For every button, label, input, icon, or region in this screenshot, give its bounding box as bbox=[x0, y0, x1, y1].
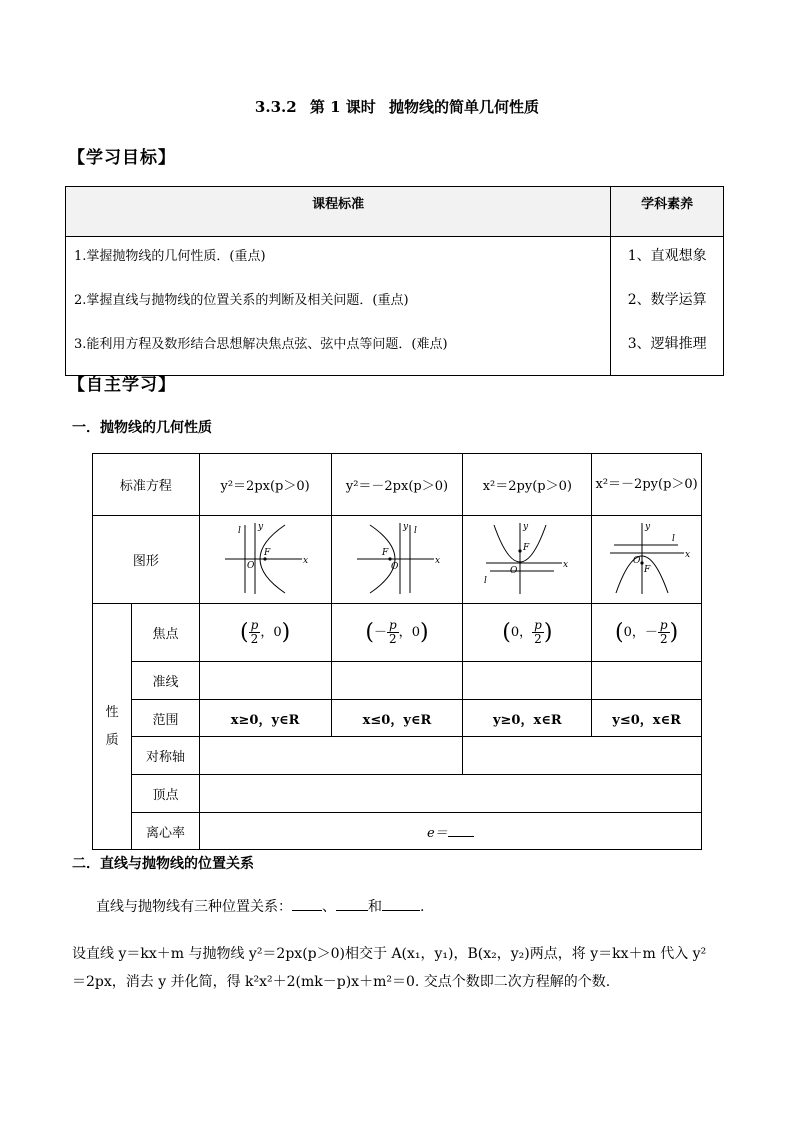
parabola-left-graph bbox=[352, 519, 442, 597]
svg-text:F: F bbox=[381, 547, 389, 558]
focus-cell: (－ $\frac{p}{2}$ ，0) bbox=[331, 604, 463, 662]
range-cell: x≥0，y∈R bbox=[199, 700, 331, 737]
properties-label: 性质 bbox=[93, 604, 132, 850]
vertex-cell bbox=[199, 775, 701, 813]
vertex-label: 顶点 bbox=[132, 775, 199, 813]
svg-text:y: y bbox=[644, 521, 650, 532]
svg-text:x: x bbox=[434, 555, 441, 566]
focus-cell: (0，－ $\frac{p}{2}$ ) bbox=[592, 604, 702, 662]
graph-label: 图形 bbox=[93, 516, 200, 604]
svg-text:x: x bbox=[303, 555, 309, 566]
standard-item: 3.能利用方程及数形结合思想解决焦点弦、弦中点等问题．(难点) bbox=[74, 337, 448, 352]
focus-cell: ( $\frac{p}{2}$ ，0) bbox=[199, 604, 331, 662]
section-part2: 二．直线与抛物线的位置关系 bbox=[72, 856, 254, 872]
goals-header-standard: 课程标准 bbox=[66, 187, 611, 237]
svg-text:O: O bbox=[247, 560, 255, 571]
parabola-down-graph bbox=[602, 519, 692, 597]
graph-cell bbox=[463, 516, 592, 604]
section-self-study: 【自主学习】 bbox=[68, 375, 176, 395]
literacy-item: 1、直观想象 bbox=[627, 248, 707, 264]
equation-cell: y²＝－2px(p＞0) bbox=[331, 454, 463, 516]
title-number: 3.3.2 bbox=[254, 98, 297, 116]
title-lesson: 第 1 课时 bbox=[309, 98, 376, 116]
graph-cell bbox=[331, 516, 463, 604]
svg-text:l: l bbox=[484, 575, 488, 586]
directrix-cell bbox=[463, 662, 592, 700]
svg-text:l: l bbox=[413, 525, 417, 536]
section-goals: 【学习目标】 bbox=[68, 148, 176, 168]
svg-text:y: y bbox=[523, 521, 529, 532]
equation-cell: x²＝－2py(p＞0) bbox=[592, 454, 702, 516]
standard-item: 2.掌握直线与抛物线的位置关系的判断及相关问题．(重点) bbox=[74, 293, 409, 308]
svg-text:l: l bbox=[671, 533, 675, 544]
svg-text:x: x bbox=[684, 549, 690, 560]
svg-text:F: F bbox=[643, 564, 650, 575]
ecc-label: 离心率 bbox=[132, 813, 199, 850]
std-eq-label: 标准方程 bbox=[93, 454, 200, 516]
literacy-item: 3、逻辑推理 bbox=[627, 336, 707, 352]
literacy-item: 2、数学运算 bbox=[627, 292, 707, 308]
svg-text:y: y bbox=[402, 521, 409, 532]
svg-text:O: O bbox=[390, 561, 399, 572]
axis-label: 对称轴 bbox=[132, 737, 199, 775]
axis-cell bbox=[463, 737, 702, 775]
goals-literacy-cell bbox=[611, 237, 724, 376]
equation-cell: x²＝2py(p＞0) bbox=[463, 454, 592, 516]
focus-label: 焦点 bbox=[132, 604, 199, 662]
svg-text:l: l bbox=[238, 525, 241, 536]
directrix-cell bbox=[331, 662, 463, 700]
svg-text:O: O bbox=[510, 565, 518, 576]
range-cell: y≤0，x∈R bbox=[592, 700, 702, 737]
range-label: 范围 bbox=[132, 700, 199, 737]
standard-item: 1.掌握抛物线的几何性质．(重点) bbox=[74, 249, 266, 264]
axis-cell bbox=[199, 737, 463, 775]
graph-cell bbox=[199, 516, 331, 604]
graph-cell bbox=[592, 516, 702, 604]
directrix-label: 准线 bbox=[132, 662, 199, 700]
goals-table bbox=[65, 186, 724, 376]
range-cell: y≥0，x∈R bbox=[463, 700, 592, 737]
svg-text:O: O bbox=[632, 555, 641, 566]
directrix-cell bbox=[199, 662, 331, 700]
range-cell: x≤0，y∈R bbox=[331, 700, 463, 737]
goals-header-literacy: 学科素养 bbox=[611, 187, 724, 237]
title-topic: 抛物线的简单几何性质 bbox=[389, 98, 540, 116]
svg-text:y: y bbox=[258, 521, 264, 532]
goals-standards-cell bbox=[66, 237, 611, 376]
parabola-up-graph bbox=[482, 519, 572, 597]
method-paragraph-line2: ＝2px，消去 y 并化简，得 k²x²＋2(mk－p)x＋m²＝0. 交点个数即二次方程解的个数. bbox=[72, 974, 611, 990]
equation-cell: y²＝2px(p＞0) bbox=[199, 454, 331, 516]
section-part1: 一．抛物线的几何性质 bbox=[72, 420, 212, 436]
svg-text:F: F bbox=[523, 542, 530, 553]
properties-table bbox=[92, 453, 702, 850]
relation-sentence: 直线与抛物线有三种位置关系： 、 和 . bbox=[96, 899, 425, 915]
ecc-cell: e＝ bbox=[199, 813, 701, 850]
directrix-cell bbox=[592, 662, 702, 700]
focus-cell: (0， $\frac{p}{2}$ ) bbox=[463, 604, 592, 662]
svg-text:F: F bbox=[264, 547, 271, 558]
parabola-right-graph bbox=[220, 519, 310, 597]
method-paragraph-line1: 设直线 y＝kx＋m 与抛物线 y²＝2px(p＞0)相交于 A(x₁，y₁)，B(x₂，y₂)两点，将 y＝kx＋m 代入 y² bbox=[72, 946, 707, 962]
svg-text:x: x bbox=[563, 559, 569, 570]
page-title bbox=[0, 96, 794, 117]
